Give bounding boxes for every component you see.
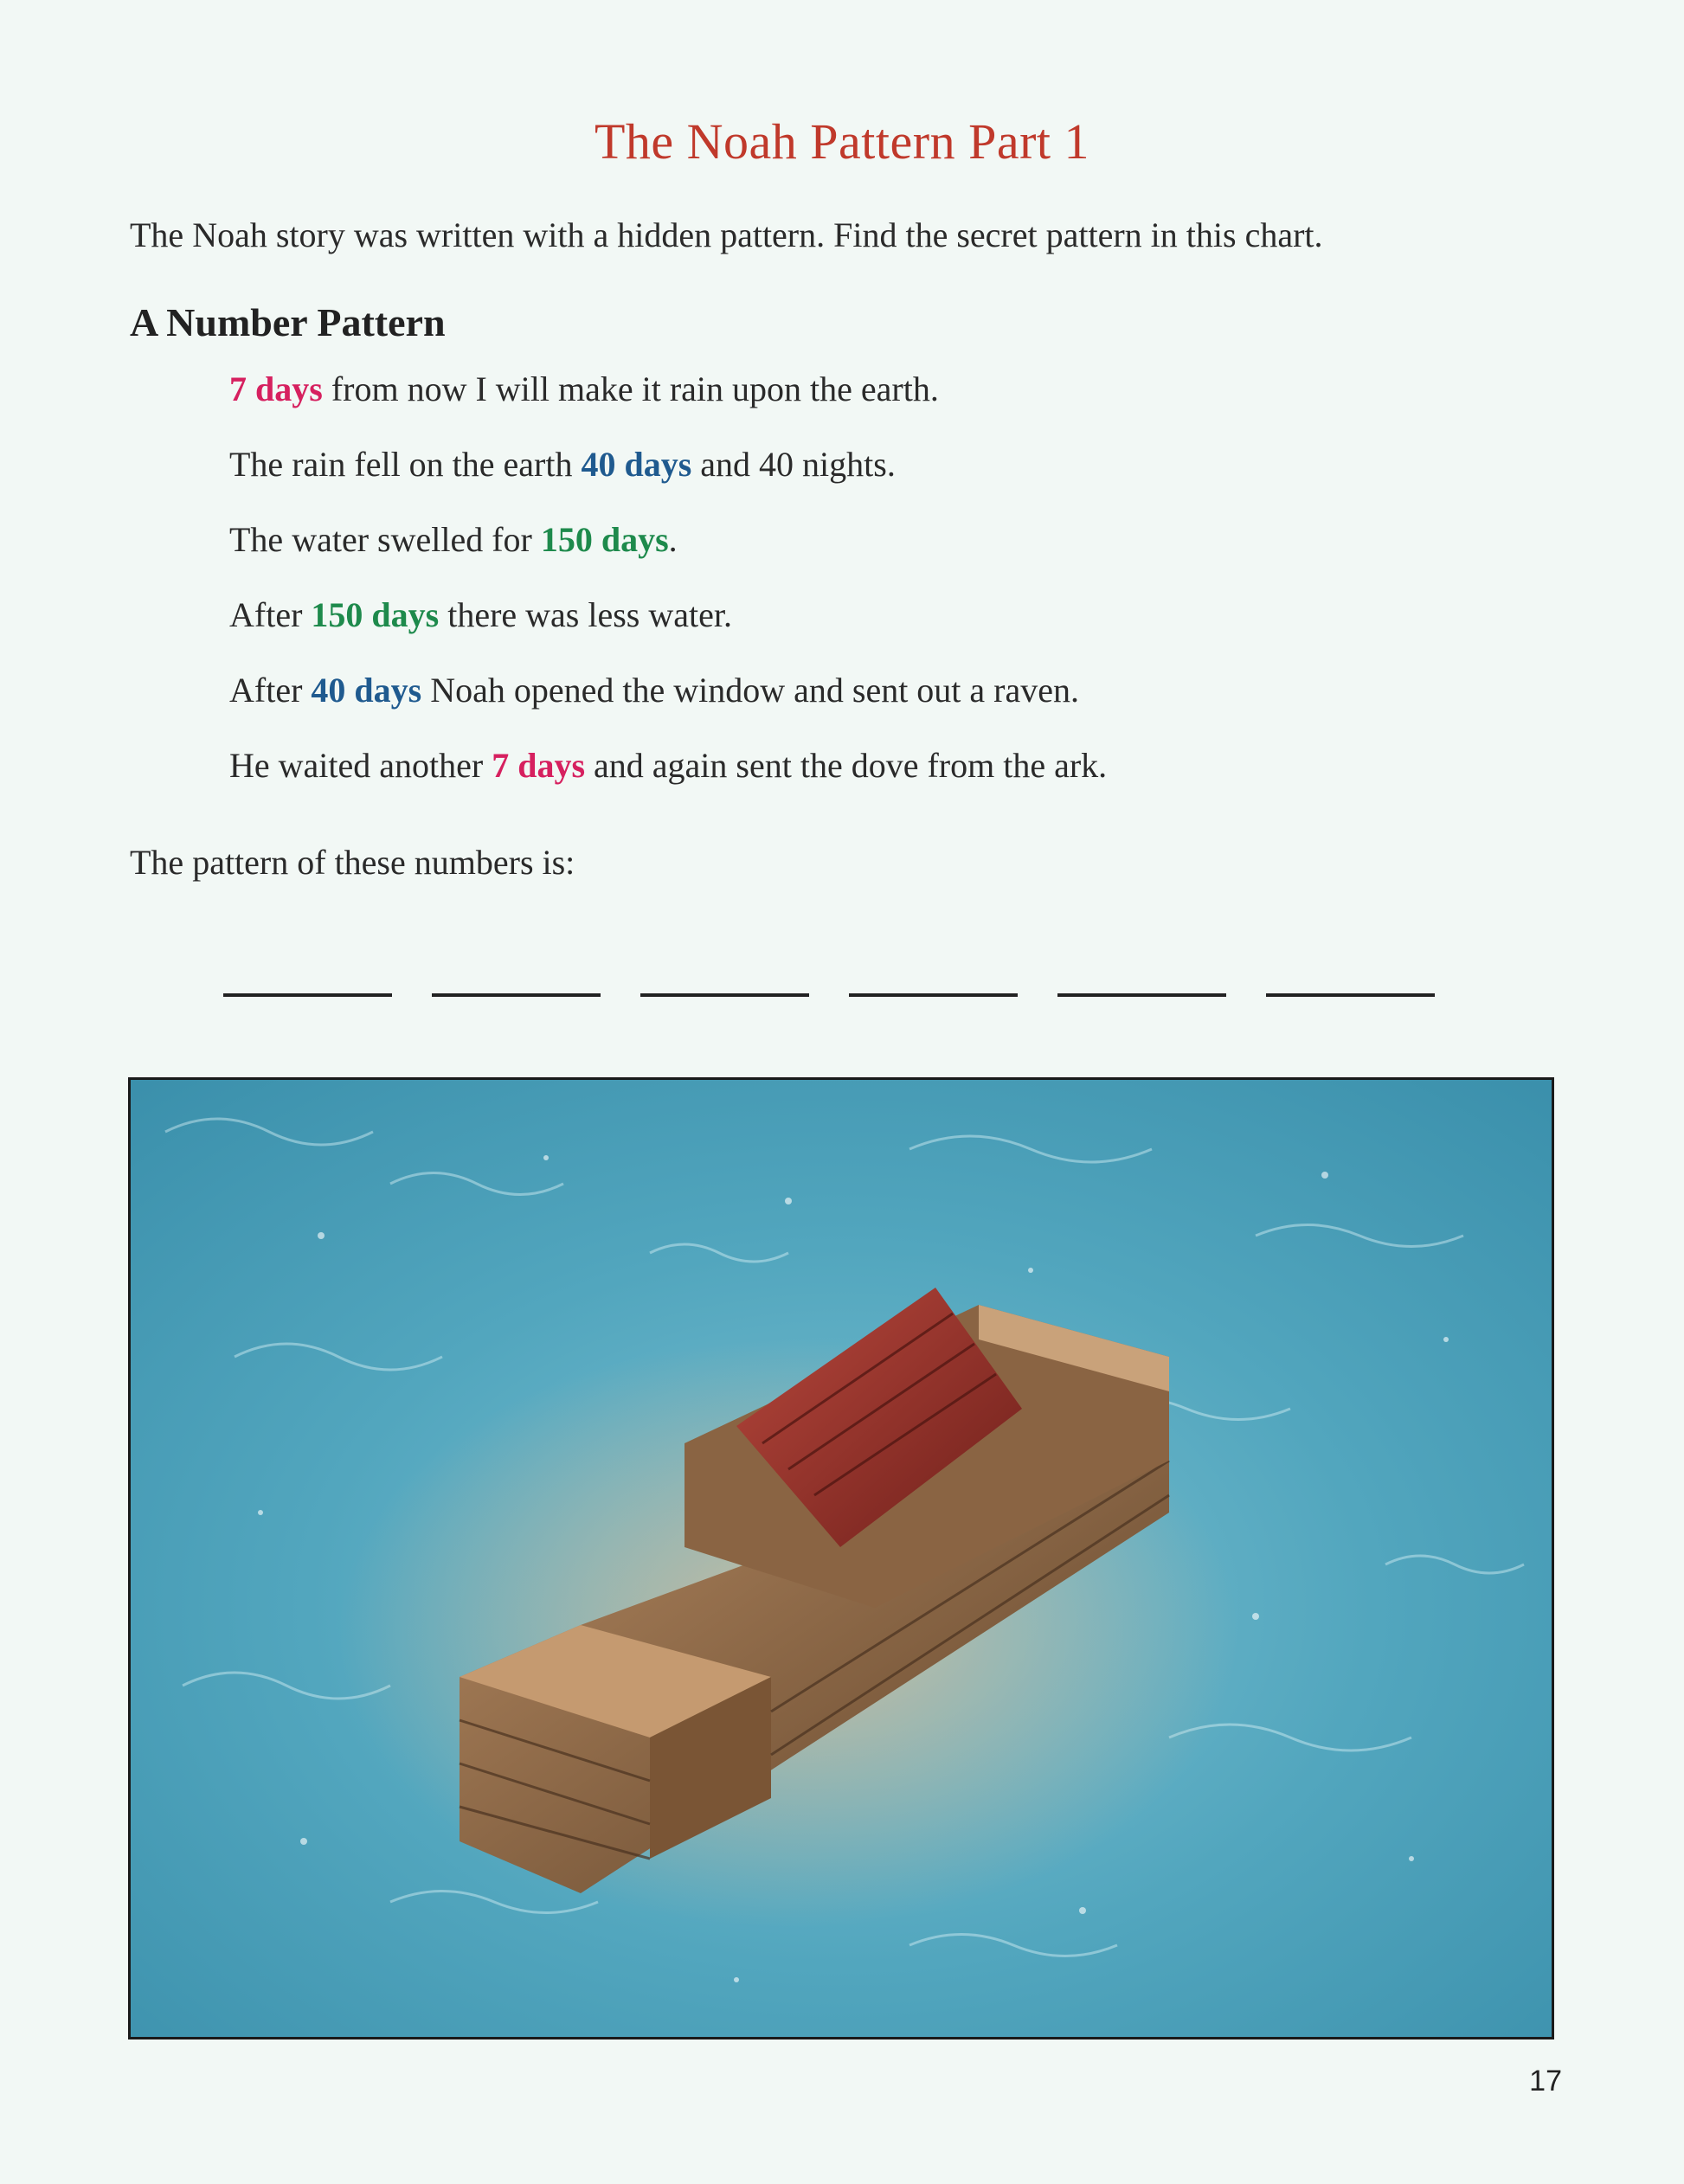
line-text-after: . — [668, 520, 678, 559]
line-text-before: After — [229, 595, 312, 634]
answer-blank-4[interactable] — [849, 993, 1018, 997]
answer-blank-1[interactable] — [223, 993, 392, 997]
line-text-before: He waited another — [229, 746, 492, 785]
day-count-highlight: 150 days — [311, 595, 440, 634]
page-number: 17 — [1529, 2065, 1562, 2097]
pattern-line — [229, 365, 1107, 440]
pattern-line — [229, 591, 1107, 666]
number-pattern-list — [229, 365, 1107, 817]
intro-paragraph: The Noah story was written with a hidden pattern. Find the secret pattern in this chart. — [130, 215, 1323, 254]
answer-blank-2[interactable] — [432, 993, 601, 997]
answer-blanks — [223, 993, 1435, 997]
page-title: The Noah Pattern Part 1 — [594, 113, 1089, 170]
pattern-line — [229, 440, 1107, 516]
pattern-line — [229, 516, 1107, 591]
pattern-line — [229, 742, 1107, 817]
line-text-before: The water swelled for — [229, 520, 541, 559]
line-text-after: Noah opened the window and sent out a raven. — [421, 671, 1080, 710]
pattern-line — [229, 666, 1107, 742]
day-count-highlight: 7 days — [492, 746, 586, 785]
day-count-highlight: 40 days — [311, 671, 422, 710]
line-text-after: and 40 nights. — [691, 445, 896, 484]
answer-blank-5[interactable] — [1057, 993, 1226, 997]
pattern-prompt: The pattern of these numbers is: — [130, 843, 575, 882]
day-count-highlight: 150 days — [540, 520, 669, 559]
section-heading: A Number Pattern — [130, 300, 446, 344]
line-text-before: The rain fell on the earth — [229, 445, 582, 484]
answer-blank-3[interactable] — [640, 993, 809, 997]
line-text-before: After — [229, 671, 312, 710]
answer-blank-6[interactable] — [1266, 993, 1435, 997]
day-count-highlight: 7 days — [229, 369, 323, 408]
ark-in-water-photo — [128, 1077, 1554, 2039]
line-text-after: and again sent the dove from the ark. — [585, 746, 1108, 785]
line-text-after: from now I will make it rain upon the earth. — [322, 369, 939, 408]
day-count-highlight: 40 days — [581, 445, 692, 484]
line-text-after: there was less water. — [439, 595, 732, 634]
